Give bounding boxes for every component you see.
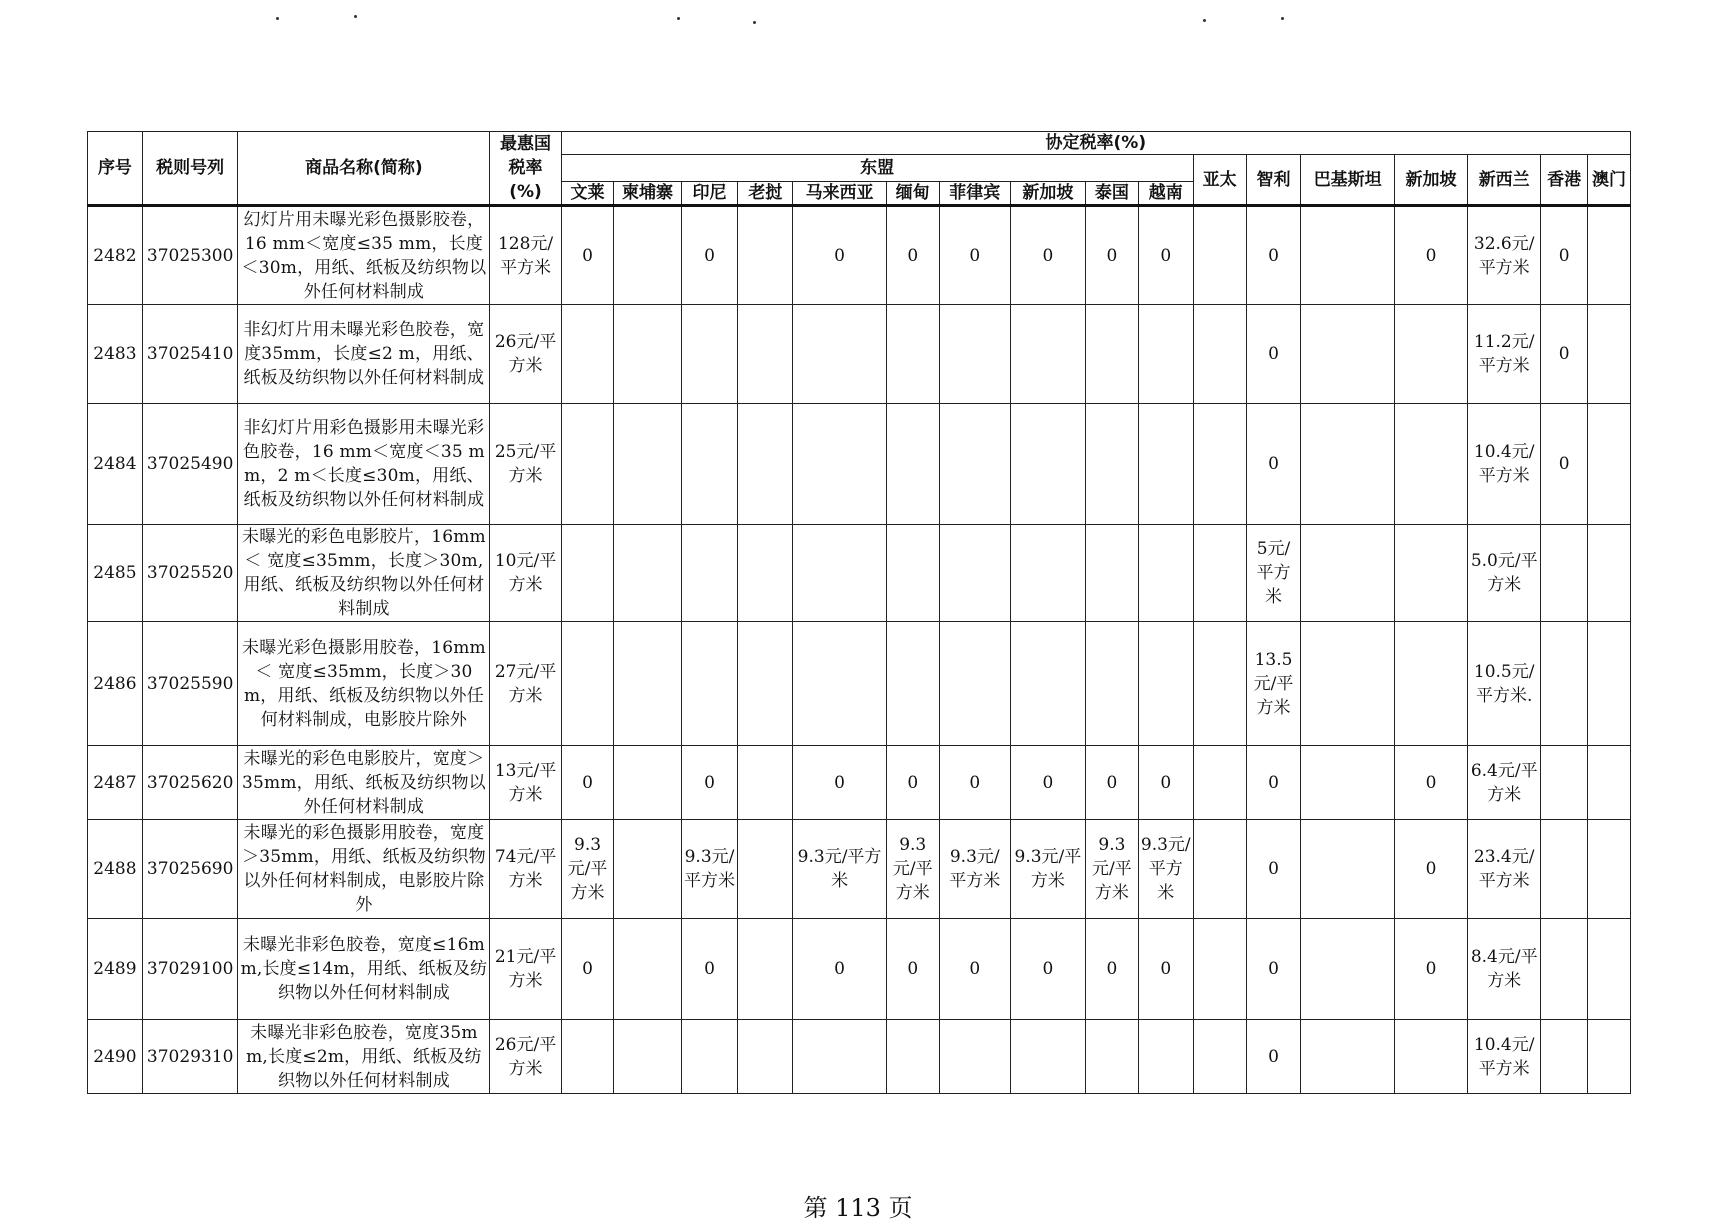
rate-cell-laos: [738, 525, 793, 622]
row-seq: 2488: [88, 820, 143, 919]
rate-cell-myanmar: [886, 305, 939, 404]
rate-cell-singapore-fta: [1394, 1020, 1467, 1094]
rate-cell-laos: [738, 919, 793, 1020]
rate-cell-cambodia: [614, 305, 681, 404]
row-seq: 2489: [88, 919, 143, 1020]
rate-cell-laos: [738, 820, 793, 919]
rate-cell-singapore: 0: [1010, 919, 1085, 1020]
rate-cell-new-zealand: 8.4元/平方米: [1468, 919, 1541, 1020]
rate-cell-singapore-fta: [1394, 525, 1467, 622]
rate-cell-laos: [738, 622, 793, 746]
rate-cell-hong-kong: 0: [1541, 206, 1588, 305]
rate-cell-philippines: 9.3元/平方米: [939, 820, 1010, 919]
rate-cell-vietnam: [1138, 305, 1193, 404]
rate-cell-chile: 5元/平方米: [1246, 525, 1301, 622]
rate-cell-pakistan: [1301, 820, 1395, 919]
rate-cell-singapore: [1010, 404, 1085, 525]
rate-cell-indonesia: 0: [681, 206, 738, 305]
rate-cell-malaysia: 0: [793, 919, 887, 1020]
row-mfn-rate: 10元/平方米: [490, 525, 561, 622]
rate-cell-thailand: [1086, 622, 1139, 746]
rate-cell-new-zealand: 10.5元/平方米.: [1468, 622, 1541, 746]
header-code: 税则号列: [142, 132, 238, 206]
rate-cell-brunei: [561, 525, 614, 622]
rate-cell-brunei: 0: [561, 919, 614, 1020]
rate-cell-cambodia: [614, 746, 681, 820]
rate-cell-indonesia: 9.3元/平方米: [681, 820, 738, 919]
rate-cell-thailand: 0: [1086, 746, 1139, 820]
rate-cell-myanmar: [886, 622, 939, 746]
rate-cell-laos: [738, 1020, 793, 1094]
row-name: 未曝光彩色摄影用胶卷，16mm＜ 宽度≤35mm，长度＞30m，用纸、纸板及纺织物以外任何材料制成，电影胶片除外: [238, 622, 490, 746]
row-seq: 2483: [88, 305, 143, 404]
row-code: 37025590: [142, 622, 238, 746]
header-hong-kong: 香港: [1541, 155, 1588, 206]
page-number: 第 113 页: [803, 1194, 913, 1222]
rate-cell-laos: [738, 206, 793, 305]
rate-cell-hong-kong: 0: [1541, 305, 1588, 404]
header-thailand: 泰国: [1086, 182, 1139, 206]
rate-cell-singapore: [1010, 305, 1085, 404]
rate-cell-pakistan: [1301, 746, 1395, 820]
rate-cell-singapore: [1010, 525, 1085, 622]
row-seq: 2487: [88, 746, 143, 820]
rate-cell-pakistan: [1301, 206, 1395, 305]
rate-cell-brunei: 0: [561, 206, 614, 305]
rate-cell-vietnam: [1138, 525, 1193, 622]
rate-cell-macau: [1588, 305, 1631, 404]
rate-cell-hong-kong: [1541, 622, 1588, 746]
rate-cell-hong-kong: [1541, 746, 1588, 820]
rate-cell-pakistan: [1301, 525, 1395, 622]
rate-cell-singapore: [1010, 1020, 1085, 1094]
rate-cell-indonesia: [681, 622, 738, 746]
rate-cell-macau: [1588, 525, 1631, 622]
rate-cell-malaysia: 0: [793, 746, 887, 820]
rate-cell-indonesia: [681, 404, 738, 525]
table-row: [88, 305, 1631, 404]
rate-cell-pakistan: [1301, 622, 1395, 746]
header-mfn-line2: 税率: [508, 158, 543, 178]
rate-cell-philippines: [939, 525, 1010, 622]
table-row: [88, 1020, 1631, 1094]
header-name: 商品名称(简称): [238, 132, 490, 206]
rate-cell-cambodia: [614, 622, 681, 746]
rate-cell-philippines: 0: [939, 919, 1010, 1020]
rate-cell-thailand: [1086, 1020, 1139, 1094]
table-row: [88, 746, 1631, 820]
rate-cell-malaysia: [793, 525, 887, 622]
row-seq: 2490: [88, 1020, 143, 1094]
rate-cell-apta: [1193, 404, 1246, 525]
rate-cell-indonesia: [681, 525, 738, 622]
rate-cell-new-zealand: 32.6元/平方米: [1468, 206, 1541, 305]
scan-speck: [276, 17, 279, 20]
rate-cell-singapore: 9.3元/平方米: [1010, 820, 1085, 919]
rate-cell-pakistan: [1301, 404, 1395, 525]
rate-cell-thailand: [1086, 525, 1139, 622]
rate-cell-singapore-fta: [1394, 305, 1467, 404]
row-seq: 2484: [88, 404, 143, 525]
row-code: 37025520: [142, 525, 238, 622]
row-mfn-rate: 13元/平方米: [490, 746, 561, 820]
table-row: [88, 206, 1631, 305]
row-mfn-rate: 27元/平方米: [490, 622, 561, 746]
row-name: 未曝光的彩色电影胶片，16mm＜ 宽度≤35mm，长度＞30m,用纸、纸板及纺织物以外任何材料制成: [238, 525, 490, 622]
rate-cell-pakistan: [1301, 305, 1395, 404]
rate-cell-philippines: [939, 305, 1010, 404]
rate-cell-chile: 0: [1246, 404, 1301, 525]
rate-cell-vietnam: [1138, 622, 1193, 746]
tariff-body: [88, 206, 1631, 1094]
header-mfn-line3: (%): [509, 182, 542, 202]
rate-cell-singapore-fta: [1394, 622, 1467, 746]
rate-cell-new-zealand: 6.4元/平方米: [1468, 746, 1541, 820]
rate-cell-macau: [1588, 919, 1631, 1020]
scan-speck: [1281, 17, 1284, 20]
rate-cell-new-zealand: 10.4元/平方米: [1468, 1020, 1541, 1094]
rate-cell-brunei: [561, 305, 614, 404]
rate-cell-philippines: [939, 622, 1010, 746]
rate-cell-chile: 0: [1246, 919, 1301, 1020]
rate-cell-brunei: 0: [561, 746, 614, 820]
row-mfn-rate: 25元/平方米: [490, 404, 561, 525]
rate-cell-singapore: [1010, 622, 1085, 746]
rate-cell-chile: 0: [1246, 820, 1301, 919]
table-row: [88, 525, 1631, 622]
rate-cell-thailand: 9.3元/平方米: [1086, 820, 1139, 919]
rate-cell-myanmar: 0: [886, 746, 939, 820]
rate-cell-hong-kong: [1541, 919, 1588, 1020]
rate-cell-macau: [1588, 820, 1631, 919]
header-pakistan: 巴基斯坦: [1301, 155, 1395, 206]
rate-cell-hong-kong: [1541, 525, 1588, 622]
rate-cell-vietnam: 0: [1138, 919, 1193, 1020]
rate-cell-chile: 13.5元/平方米: [1246, 622, 1301, 746]
scan-speck: [1203, 19, 1206, 22]
header-macau: 澳门: [1588, 155, 1631, 206]
rate-cell-apta: [1193, 206, 1246, 305]
rate-cell-vietnam: [1138, 404, 1193, 525]
rate-cell-brunei: 9.3元/平方米: [561, 820, 614, 919]
scan-speck: [354, 15, 357, 18]
header-seq: 序号: [88, 132, 143, 206]
rate-cell-philippines: [939, 404, 1010, 525]
header-vietnam: 越南: [1138, 182, 1193, 206]
rate-cell-brunei: [561, 1020, 614, 1094]
rate-cell-singapore: 0: [1010, 206, 1085, 305]
row-seq: 2482: [88, 206, 143, 305]
tariff-table: [87, 131, 1631, 1094]
rate-cell-macau: [1588, 206, 1631, 305]
header-agreement-rate: 协定税率(%): [561, 132, 1630, 155]
row-name: 非幻灯片用彩色摄影用未曝光彩色胶卷，16 mm＜宽度＜35 mm，2 m＜长度≤30m，用纸、纸板及纺织物以外任何材料制成: [238, 404, 490, 525]
rate-cell-new-zealand: 10.4元/平方米: [1468, 404, 1541, 525]
row-mfn-rate: 26元/平方米: [490, 305, 561, 404]
rate-cell-chile: 0: [1246, 305, 1301, 404]
rate-cell-myanmar: [886, 1020, 939, 1094]
rate-cell-myanmar: 0: [886, 206, 939, 305]
header-malaysia: 马来西亚: [793, 182, 887, 206]
row-code: 37025300: [142, 206, 238, 305]
header-cambodia: 柬埔寨: [614, 182, 681, 206]
rate-cell-pakistan: [1301, 1020, 1395, 1094]
rate-cell-macau: [1588, 622, 1631, 746]
rate-cell-indonesia: [681, 305, 738, 404]
rate-cell-thailand: 0: [1086, 919, 1139, 1020]
rate-cell-myanmar: [886, 525, 939, 622]
rate-cell-macau: [1588, 746, 1631, 820]
header-mfn: [490, 132, 561, 206]
rate-cell-singapore-fta: 0: [1394, 206, 1467, 305]
rate-cell-chile: 0: [1246, 1020, 1301, 1094]
rate-cell-malaysia: 9.3元/平方米: [793, 820, 887, 919]
rate-cell-indonesia: 0: [681, 746, 738, 820]
rate-cell-philippines: 0: [939, 746, 1010, 820]
rate-cell-singapore-fta: 0: [1394, 746, 1467, 820]
tariff-table-container: [87, 131, 1631, 1094]
header-philippines: 菲律宾: [939, 182, 1010, 206]
rate-cell-laos: [738, 305, 793, 404]
rate-cell-myanmar: [886, 404, 939, 525]
header-brunei: 文莱: [561, 182, 614, 206]
header-new-zealand: 新西兰: [1468, 155, 1541, 206]
rate-cell-macau: [1588, 1020, 1631, 1094]
row-code: 37025490: [142, 404, 238, 525]
header-indonesia: 印尼: [681, 182, 738, 206]
row-mfn-rate: 128元/平方米: [490, 206, 561, 305]
row-mfn-rate: 74元/平方米: [490, 820, 561, 919]
row-seq: 2486: [88, 622, 143, 746]
rate-cell-myanmar: 9.3元/平方米: [886, 820, 939, 919]
row-name: 幻灯片用未曝光彩色摄影胶卷，16 mm＜宽度≤35 mm，长度＜30m，用纸、纸板及纺织物以外任何材料制成: [238, 206, 490, 305]
rate-cell-apta: [1193, 622, 1246, 746]
row-code: 37025620: [142, 746, 238, 820]
header-singapore: 新加坡: [1010, 182, 1085, 206]
table-row: [88, 622, 1631, 746]
header-asean: 东盟: [561, 155, 1193, 182]
rate-cell-cambodia: [614, 525, 681, 622]
rate-cell-chile: 0: [1246, 746, 1301, 820]
table-row: [88, 919, 1631, 1020]
header-apta: 亚太: [1193, 155, 1246, 206]
table-row: [88, 820, 1631, 919]
rate-cell-malaysia: [793, 404, 887, 525]
header-myanmar: 缅甸: [886, 182, 939, 206]
rate-cell-cambodia: [614, 206, 681, 305]
rate-cell-apta: [1193, 746, 1246, 820]
row-name: 非幻灯片用未曝光彩色胶卷，宽度35mm，长度≤2 m，用纸、纸板及纺织物以外任何材料制成: [238, 305, 490, 404]
rate-cell-thailand: 0: [1086, 206, 1139, 305]
rate-cell-cambodia: [614, 1020, 681, 1094]
rate-cell-singapore-fta: 0: [1394, 820, 1467, 919]
rate-cell-hong-kong: 0: [1541, 404, 1588, 525]
row-code: 37029310: [142, 1020, 238, 1094]
scan-speck: [753, 21, 756, 24]
row-mfn-rate: 26元/平方米: [490, 1020, 561, 1094]
table-row: [88, 404, 1631, 525]
rate-cell-thailand: [1086, 404, 1139, 525]
header-mfn-line1: 最惠国: [500, 134, 552, 154]
header-singapore-fta: 新加坡: [1394, 155, 1467, 206]
rate-cell-brunei: [561, 404, 614, 525]
rate-cell-apta: [1193, 1020, 1246, 1094]
row-code: 37025410: [142, 305, 238, 404]
rate-cell-hong-kong: [1541, 820, 1588, 919]
row-name: 未曝光非彩色胶卷，宽度35mm,长度≤2m，用纸、纸板及纺织物以外任何材料制成: [238, 1020, 490, 1094]
rate-cell-singapore-fta: 0: [1394, 919, 1467, 1020]
rate-cell-thailand: [1086, 305, 1139, 404]
rate-cell-laos: [738, 404, 793, 525]
rate-cell-cambodia: [614, 404, 681, 525]
header-chile: 智利: [1246, 155, 1301, 206]
rate-cell-hong-kong: [1541, 1020, 1588, 1094]
row-name: 未曝光的彩色摄影用胶卷，宽度＞35mm，用纸、纸板及纺织物以外任何材料制成，电影胶片除外: [238, 820, 490, 919]
rate-cell-new-zealand: 5.0元/平方米: [1468, 525, 1541, 622]
rate-cell-philippines: 0: [939, 206, 1010, 305]
rate-cell-malaysia: 0: [793, 206, 887, 305]
row-mfn-rate: 21元/平方米: [490, 919, 561, 1020]
rate-cell-philippines: [939, 1020, 1010, 1094]
rate-cell-apta: [1193, 525, 1246, 622]
rate-cell-myanmar: 0: [886, 919, 939, 1020]
rate-cell-chile: 0: [1246, 206, 1301, 305]
rate-cell-singapore: 0: [1010, 746, 1085, 820]
rate-cell-cambodia: [614, 820, 681, 919]
rate-cell-indonesia: 0: [681, 919, 738, 1020]
row-seq: 2485: [88, 525, 143, 622]
rate-cell-apta: [1193, 305, 1246, 404]
rate-cell-apta: [1193, 820, 1246, 919]
rate-cell-vietnam: [1138, 1020, 1193, 1094]
rate-cell-new-zealand: 11.2元/平方米: [1468, 305, 1541, 404]
rate-cell-new-zealand: 23.4元/平方米: [1468, 820, 1541, 919]
row-name: 未曝光非彩色胶卷，宽度≤16mm,长度≤14m，用纸、纸板及纺织物以外任何材料制成: [238, 919, 490, 1020]
header-laos: 老挝: [738, 182, 793, 206]
rate-cell-brunei: [561, 622, 614, 746]
rate-cell-apta: [1193, 919, 1246, 1020]
rate-cell-malaysia: [793, 1020, 887, 1094]
row-code: 37029100: [142, 919, 238, 1020]
row-name: 未曝光的彩色电影胶片，宽度＞35mm，用纸、纸板及纺织物以外任何材料制成: [238, 746, 490, 820]
rate-cell-laos: [738, 746, 793, 820]
rate-cell-pakistan: [1301, 919, 1395, 1020]
rate-cell-malaysia: [793, 622, 887, 746]
rate-cell-singapore-fta: [1394, 404, 1467, 525]
rate-cell-macau: [1588, 404, 1631, 525]
row-code: 37025690: [142, 820, 238, 919]
rate-cell-vietnam: 9.3元/平方米: [1138, 820, 1193, 919]
rate-cell-vietnam: 0: [1138, 206, 1193, 305]
rate-cell-indonesia: [681, 1020, 738, 1094]
rate-cell-cambodia: [614, 919, 681, 1020]
rate-cell-vietnam: 0: [1138, 746, 1193, 820]
scan-speck: [677, 17, 680, 20]
rate-cell-malaysia: [793, 305, 887, 404]
